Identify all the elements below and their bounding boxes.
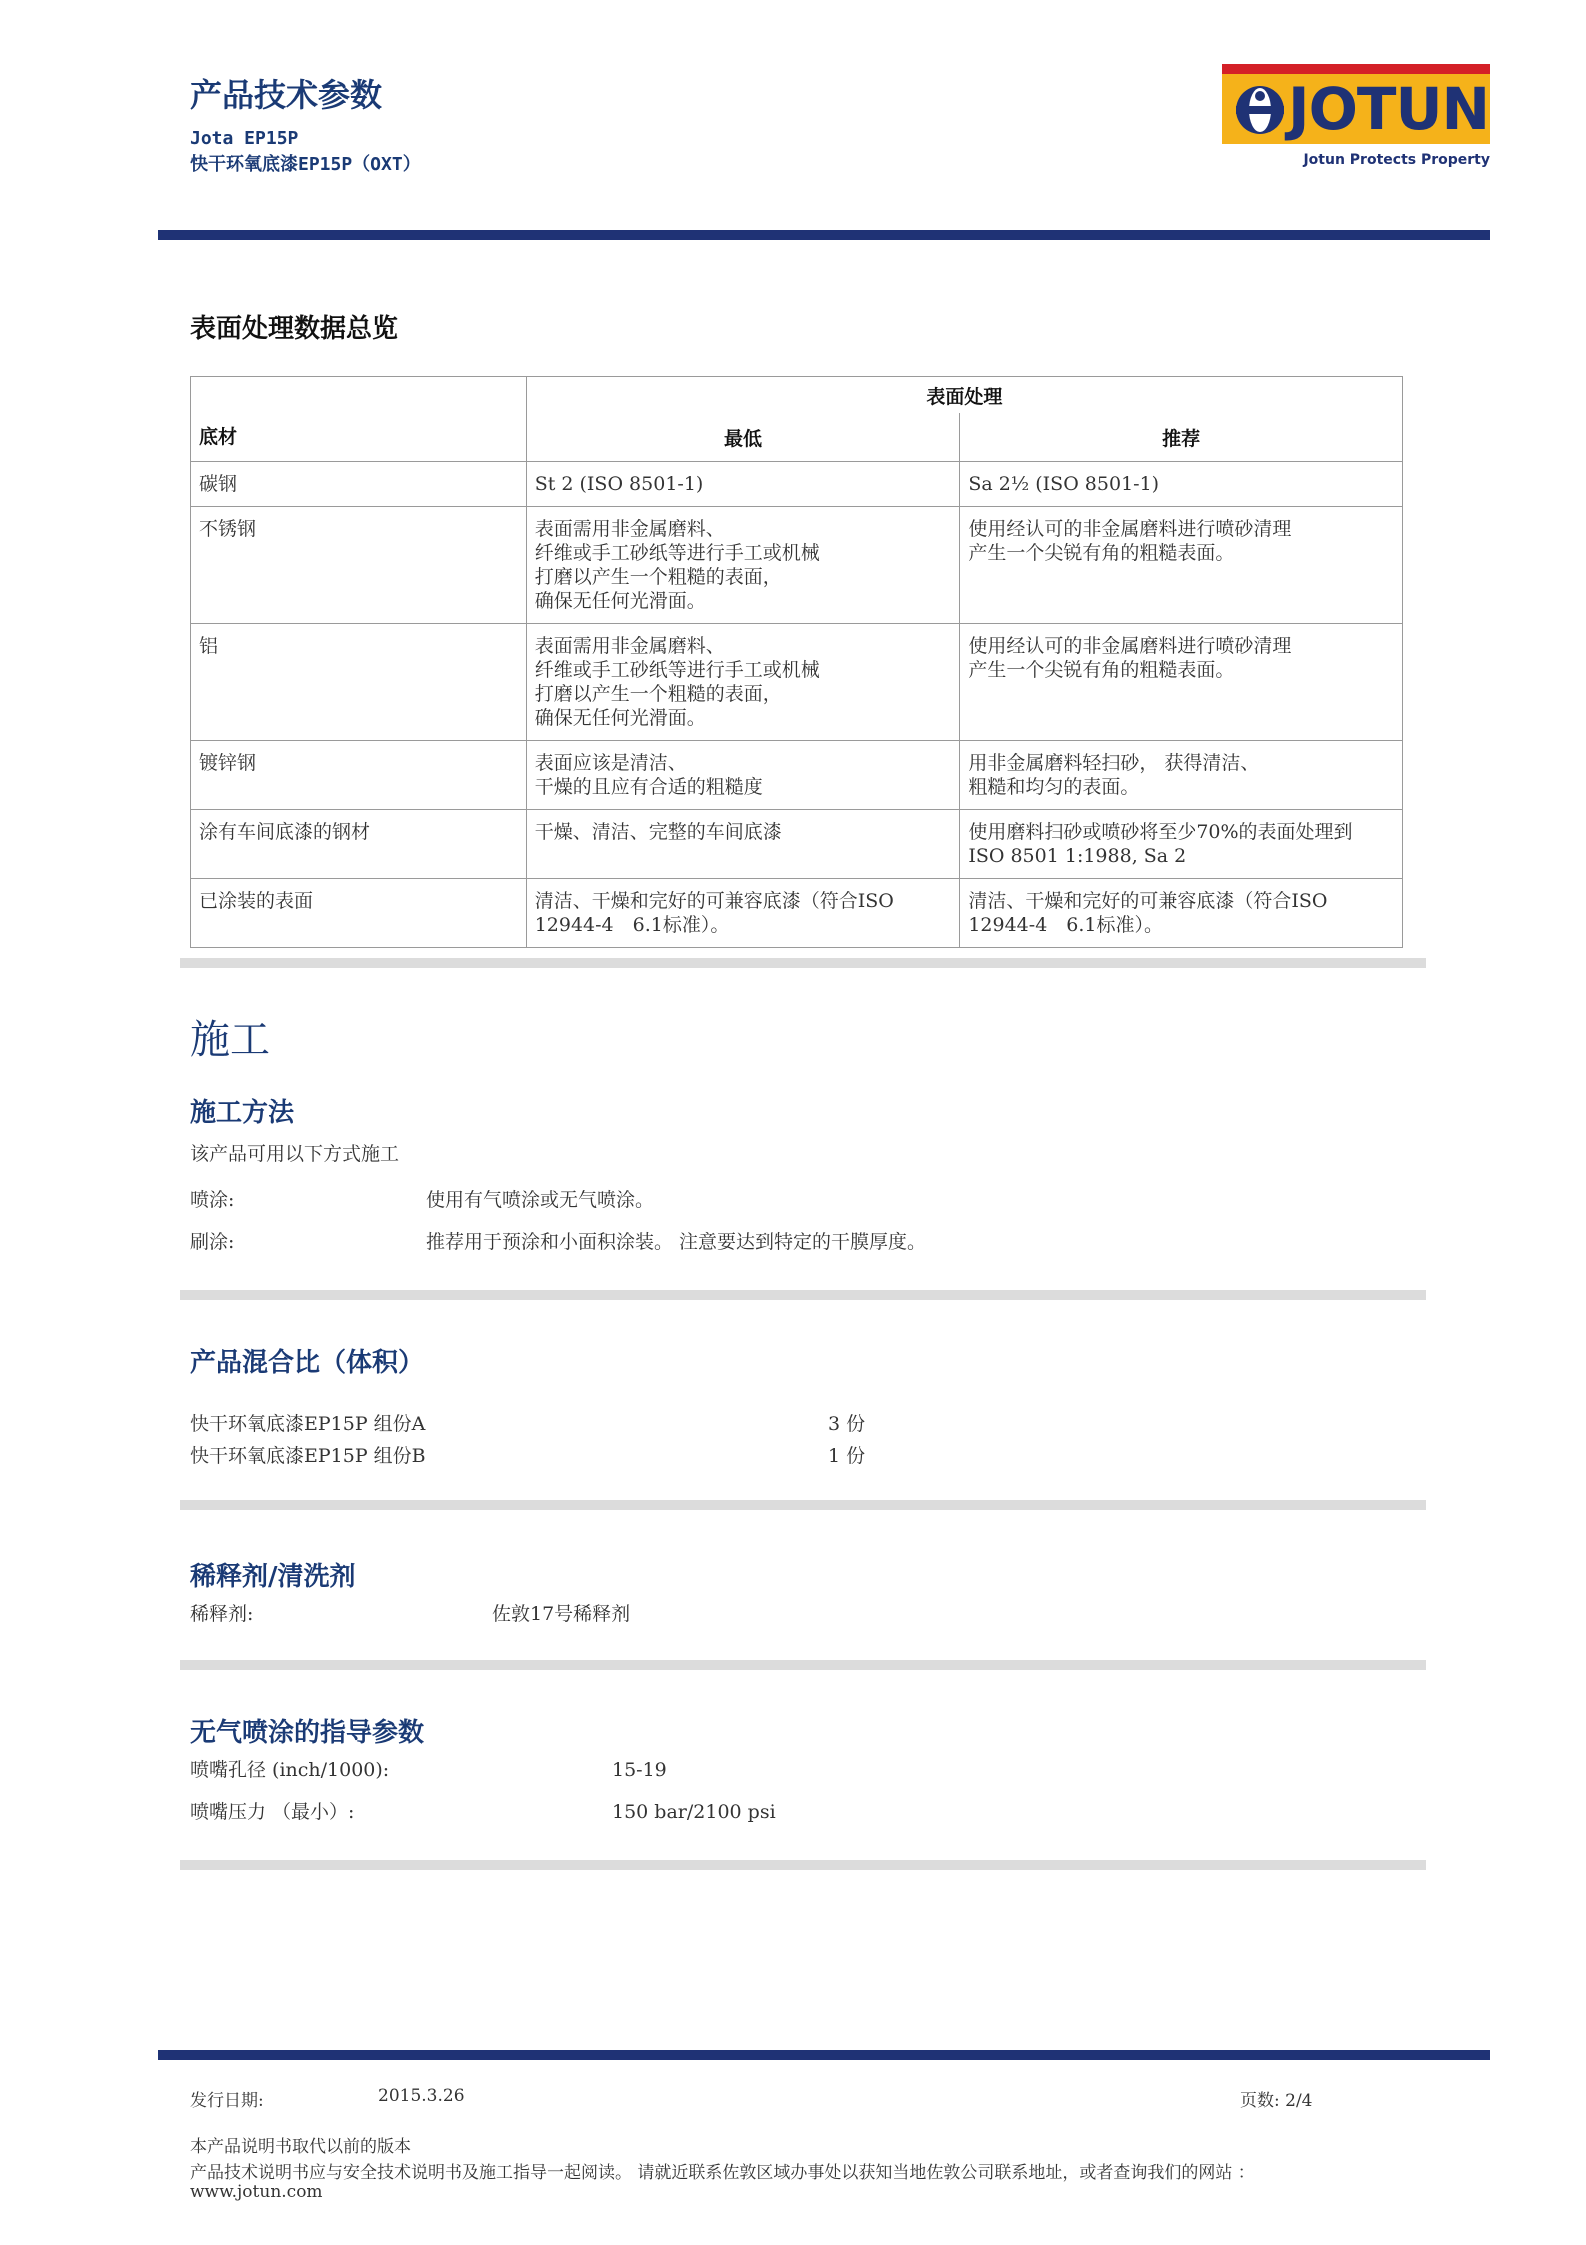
method-label: 喷涂: xyxy=(190,1189,235,1211)
min-cell: 表面应该是清洁、 干燥的且应有合适的粗糙度 xyxy=(526,741,960,810)
recommended-cell: 使用磨料扫砂或喷砂将至少70%的表面处理到 ISO 8501 1:1988, Sa 2 xyxy=(960,810,1403,879)
table-row xyxy=(191,507,1403,624)
table-row xyxy=(191,810,1403,879)
recommended-cell: Sa 2½ (ISO 8501-1) xyxy=(960,462,1403,507)
min-cell: 清洁、干燥和完好的可兼容底漆（符合ISO 12944-4 6.1标准）。 xyxy=(526,879,960,948)
col-substrate: 底材 xyxy=(191,377,527,462)
methods-intro: 该产品可用以下方式施工 xyxy=(190,1143,400,1165)
issue-date-label: 发行日期: xyxy=(190,2091,264,2111)
application-heading: 施工 xyxy=(190,1017,270,1063)
min-cell: 表面需用非金属磨料、 纤维或手工砂纸等进行手工或机械 打磨以产生一个粗糙的表面， 确保无任何光滑面。 xyxy=(526,507,960,624)
supersede-note: 本产品说明书取代以前的版本 xyxy=(190,2137,411,2157)
page-title: 产品技术参数 xyxy=(190,76,383,114)
thinner-heading: 稀释剂/清洗剂 xyxy=(190,1562,356,1592)
min-cell: 表面需用非金属磨料、 纤维或手工砂纸等进行手工或机械 打磨以产生一个粗糙的表面， 确保无任何光滑面。 xyxy=(526,624,960,741)
mixing-heading: 产品混合比（体积） xyxy=(190,1348,425,1378)
airless-label: 喷嘴压力 （最小）: xyxy=(190,1801,355,1823)
method-value: 使用有气喷涂或无气喷涂。 xyxy=(426,1189,655,1211)
col-group-surface-treatment: 表面处理 xyxy=(526,377,1402,414)
surface-overview-heading: 表面处理数据总览 xyxy=(190,314,399,344)
substrate-cell: 铝 xyxy=(191,624,527,741)
table-row xyxy=(191,741,1403,810)
section-divider xyxy=(180,1500,1426,1510)
website-link[interactable]: www.jotun.com xyxy=(190,2182,323,2202)
section-divider xyxy=(180,1860,1426,1870)
product-name-cn: 快干环氧底漆EP15P（OXT） xyxy=(190,154,421,175)
airless-value: 150 bar/2100 psi xyxy=(612,1801,776,1823)
logo-wordmark: JOTUN xyxy=(1288,75,1490,143)
method-value: 推荐用于预涂和小面积涂装。 注意要达到特定的干膜厚度。 xyxy=(426,1231,927,1253)
substrate-cell: 涂有车间底漆的钢材 xyxy=(191,810,527,879)
section-divider xyxy=(180,1290,1426,1300)
recommended-cell: 使用经认可的非金属磨料进行喷砂清理 产生一个尖锐有角的粗糙表面。 xyxy=(960,624,1403,741)
table-header-row xyxy=(191,377,1403,414)
col-recommended: 推荐 xyxy=(960,413,1403,462)
airless-value: 15-19 xyxy=(612,1759,667,1781)
substrate-cell: 不锈钢 xyxy=(191,507,527,624)
substrate-cell: 碳钢 xyxy=(191,462,527,507)
substrate-cell: 镀锌钢 xyxy=(191,741,527,810)
issue-date: 2015.3.26 xyxy=(378,2086,465,2106)
table-row xyxy=(191,879,1403,948)
mixing-value: 3 份 xyxy=(828,1413,866,1435)
mixing-label: 快干环氧底漆EP15P 组份B xyxy=(190,1445,426,1467)
recommended-cell: 使用经认可的非金属磨料进行喷砂清理 产生一个尖锐有角的粗糙表面。 xyxy=(960,507,1403,624)
col-min: 最低 xyxy=(526,413,960,462)
table-row xyxy=(191,624,1403,741)
reading-note: 产品技术说明书应与安全技术说明书及施工指导一起阅读。 请就近联系佐敦区域办事处以获知当地佐敦公司联系地址，或者查询我们的网站 ： xyxy=(190,2163,1255,2183)
header-rule xyxy=(158,230,1490,240)
logo-tagline: Jotun Protects Property xyxy=(1303,152,1490,168)
mixing-value: 1 份 xyxy=(828,1445,866,1467)
airless-heading: 无气喷涂的指导参数 xyxy=(190,1718,425,1748)
recommended-cell: 用非金属磨料轻扫砂， 获得清洁、 粗糙和均匀的表面。 xyxy=(960,741,1403,810)
methods-heading: 施工方法 xyxy=(190,1098,295,1128)
page-number: 页数: 2/4 xyxy=(1240,2091,1313,2111)
airless-label: 喷嘴孔径 (inch/1000): xyxy=(190,1759,390,1781)
jotun-logo xyxy=(1222,64,1490,174)
jotun-emblem-icon xyxy=(1232,82,1288,138)
thinner-value: 佐敦17号稀释剂 xyxy=(492,1603,631,1625)
mixing-label: 快干环氧底漆EP15P 组份A xyxy=(190,1413,426,1435)
thinner-label: 稀释剂: xyxy=(190,1603,254,1625)
surface-treatment-table xyxy=(190,376,1403,948)
footer-rule xyxy=(158,2050,1490,2060)
section-divider xyxy=(180,958,1426,968)
substrate-cell: 已涂装的表面 xyxy=(191,879,527,948)
recommended-cell: 清洁、干燥和完好的可兼容底漆（符合ISO 12944-4 6.1标准）。 xyxy=(960,879,1403,948)
table-row xyxy=(191,462,1403,507)
min-cell: St 2 (ISO 8501-1) xyxy=(526,462,960,507)
section-divider xyxy=(180,1660,1426,1670)
product-name: Jota EP15P xyxy=(190,128,299,149)
min-cell: 干燥、清洁、完整的车间底漆 xyxy=(526,810,960,879)
method-label: 刷涂: xyxy=(190,1231,235,1253)
